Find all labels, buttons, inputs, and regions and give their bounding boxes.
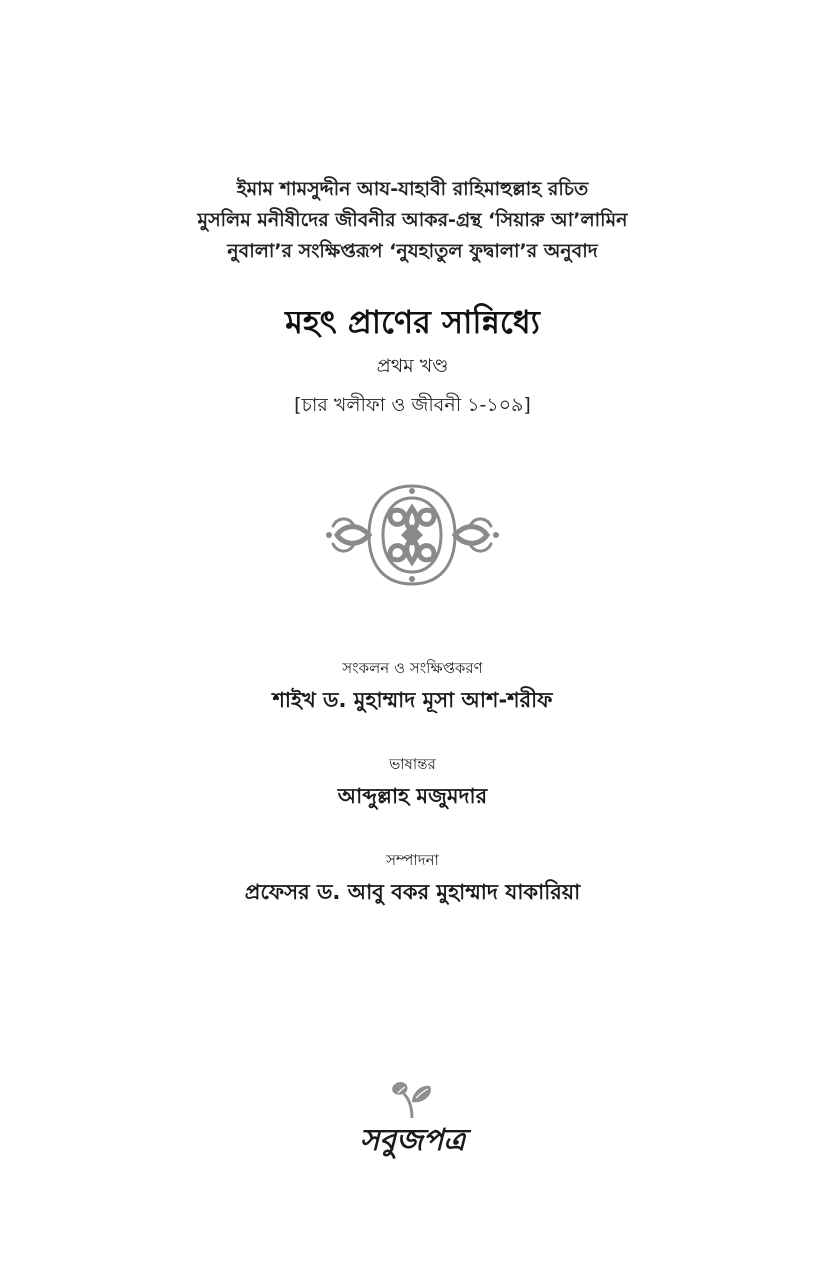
publisher-name: সবুজপত্র [359, 1123, 466, 1158]
leaf-sprout-icon [350, 1080, 475, 1120]
book-title: মহৎ প্রাণের সান্নিধ্যে [285, 303, 540, 341]
translator-label: ভাষান্তর [389, 755, 436, 773]
publisher-logo [350, 1080, 475, 1175]
editor-name: প্রফেসর ড. আবু বকর মুহাম্মাদ যাকারিয়া [244, 880, 581, 904]
author-intro [0, 174, 825, 267]
intro-line-3: নুবালা’র সংক্ষিপ্তরূপ ‘নুযহাতুল ফুদ্বালা’র অনুবাদ [227, 240, 598, 262]
editor-label: সম্পাদনা [386, 851, 439, 869]
translator-name: আব্দুল্লাহ মজুমদার [337, 784, 488, 808]
volume-label: প্রথম খণ্ড [376, 355, 449, 377]
contents-range: [চার খলীফা ও জীবনী ১-১০৯] [294, 394, 531, 416]
arabesque-ornament-icon [325, 482, 500, 588]
intro-line-2: মুসলিম মনীষীদের জীবনীর আকর-গ্রন্থ ‘সিয়ারু আ’লামিন [197, 209, 628, 231]
intro-line-1: ইমাম শামসুদ্দীন আয-যাহাবী রাহিমাহুল্লাহ রচিত [236, 178, 589, 200]
compiler-label: সংকলন ও সংক্ষিপ্তকরণ [342, 659, 483, 677]
compiler-name: শাইখ ড. মুহাম্মাদ মূসা আশ-শরীফ [272, 688, 553, 712]
